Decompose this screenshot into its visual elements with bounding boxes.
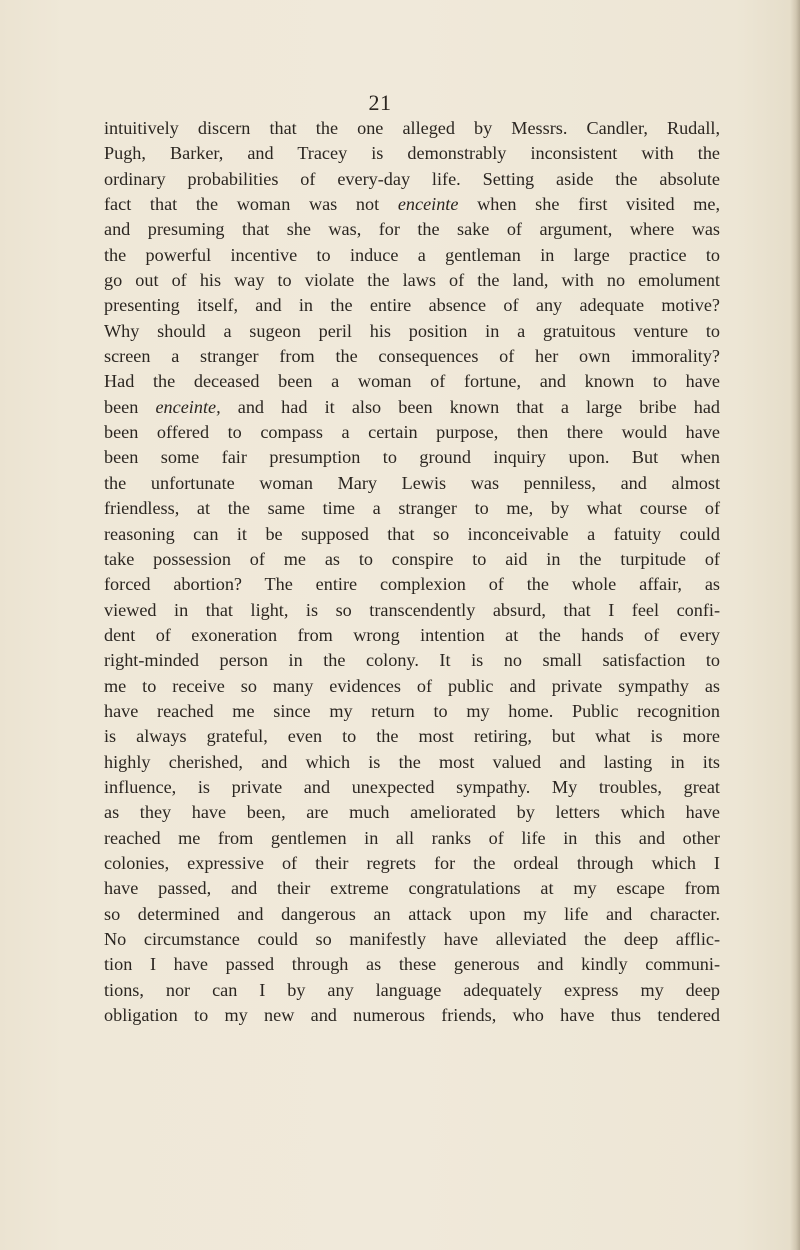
text-line-23: me to receive so many evidences of public and private sympathy as [104,675,720,696]
text-line-4 [104,192,720,217]
text-line-15: the unfortunate woman Mary Lewis was penniless, and almost [104,472,720,493]
text-line-26: highly cherished, and which is the most valued and lasting in its [104,751,720,772]
text-line-6: the powerful incentive to induce a gentleman in large practice to [104,244,720,265]
text-line-30: colonies, expressive of their regrets for the ordeal through which I [104,852,720,873]
text-line-12-before: been [104,396,156,417]
text-line-25: is always grateful, even to the most retiring, but what is more [104,726,720,747]
text-line-16: friendless, at the same time a stranger to me, by what course of [104,498,720,519]
text-line-34: tion I have passed through as these generous and kindly communi- [104,954,720,975]
text-line-18: take possession of me as to conspire to aid in the turpitude of [104,548,720,569]
text-line-29: reached me from gentlemen in all ranks of life in this and other [104,827,720,848]
text-line-5: and presuming that she was, for the sake of argument, where was [104,219,720,240]
text-line-24: have reached me since my return to my home. Public recognition [104,700,720,721]
text-line-3: ordinary probabilities of every-day life. Setting aside the absolute [104,168,720,189]
text-line-17: reasoning can it be supposed that so inconceivable a fatuity could [104,523,720,544]
text-line-28: as they have been, are much ameliorated by letters which have [104,802,720,823]
text-line-35: tions, nor can I by any language adequately express my deep [104,979,720,1000]
italic-enceinte: enceinte [397,194,459,215]
text-line-10: screen a stranger from the consequences of her own immorality? [104,346,720,367]
text-line-36: obligation to my new and numerous friends, who have thus tendered [104,1005,720,1026]
text-line-13: been offered to compass a certain purpose, then there would have [104,422,720,443]
text-line-9: Why should a sugeon peril his position in a gratuitous venture to [104,320,720,341]
text-line-1: intuitively discern that the one alleged by Messrs. Candler, Rudall, [104,118,720,138]
text-line-11: Had the deceased been a woman of fortune, and known to have [104,371,720,392]
text-line-4-after: when she first visited me, [458,194,720,215]
text-line-14: been some fair presumption to ground inquiry upon. But when [104,447,720,468]
text-line-33: No circumstance could so manifestly have alleviated the deep afflic- [104,929,720,949]
text-line-20: viewed in that light, is so transcendently absurd, that I feel confi- [104,599,720,620]
text-line-12 [104,395,720,420]
italic-enceinte-2: enceinte, [155,396,221,417]
text-line-32: so determined and dangerous an attack upon my life and character. [104,903,720,924]
text-line-8: presenting itself, and in the entire absence of any adequate motive? [104,295,720,316]
text-line-21: dent of exoneration from wrong intention at the hands of every [104,624,720,645]
text-line-27: influence, is private and unexpected sympathy. My troubles, great [104,776,720,797]
text-line-31: have passed, and their extreme congratulations at my escape from [104,878,720,899]
page-edge-shadow [790,0,800,1250]
text-line-7: go out of his way to violate the laws of the land, with no emolument [104,270,720,291]
text-line-22: right-minded person in the colony. It is no small satisfaction to [104,650,720,671]
body-text [104,116,720,1028]
page-number: 21 [368,90,392,115]
text-line-4-before: fact that the woman was not [104,194,398,215]
text-line-19: forced abortion? The entire complexion of the whole affair, as [104,574,720,595]
text-line-12-after: and had it also been known that a large bribe had [220,396,720,417]
text-line-2: Pugh, Barker, and Tracey is demonstrably inconsistent with the [104,143,720,164]
